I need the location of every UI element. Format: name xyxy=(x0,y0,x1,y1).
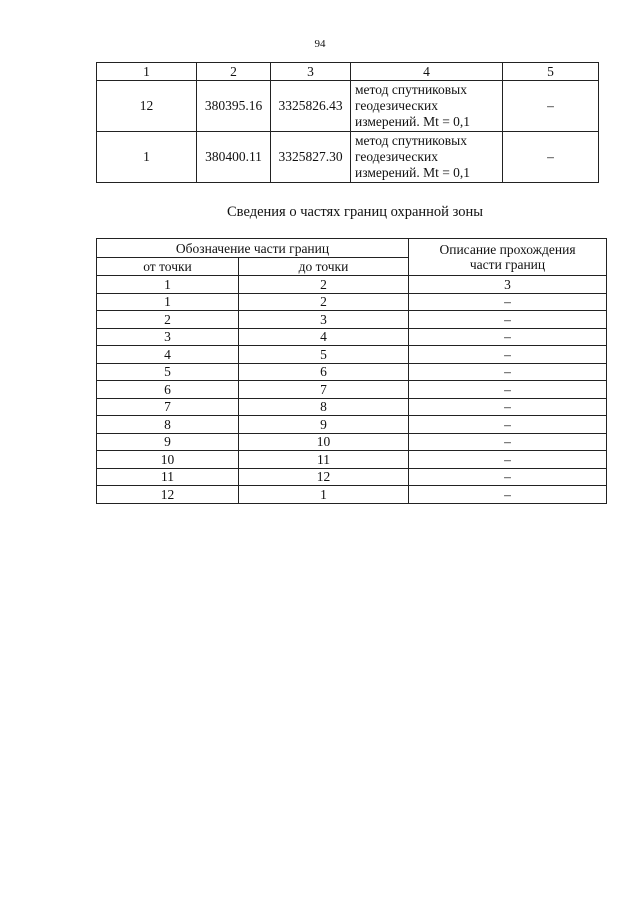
to-point-cell: 8 xyxy=(239,398,409,416)
coordinates-table xyxy=(96,62,599,183)
from-point-cell: 9 xyxy=(97,433,239,451)
table-row xyxy=(97,381,607,399)
to-point-cell: 2 xyxy=(239,293,409,311)
description-cell: – xyxy=(409,381,607,399)
method-line: измерений. Mt = 0,1 xyxy=(355,114,471,129)
method-description xyxy=(351,81,503,132)
description-cell: – xyxy=(409,398,607,416)
header-desc-line: части границ xyxy=(469,257,546,272)
description-cell: – xyxy=(409,486,607,504)
note-cell: – xyxy=(503,132,599,183)
to-point-cell: 12 xyxy=(239,468,409,486)
note-cell: – xyxy=(503,81,599,132)
to-point-cell: 10 xyxy=(239,433,409,451)
from-point-cell: 12 xyxy=(97,486,239,504)
header-cell: 3 xyxy=(271,63,351,81)
column-number: 3 xyxy=(409,276,607,294)
description-cell: – xyxy=(409,416,607,434)
table-row xyxy=(97,363,607,381)
page-number: 94 xyxy=(314,38,326,50)
header-cell: 4 xyxy=(351,63,503,81)
header-cell: 5 xyxy=(503,63,599,81)
from-point-cell: 6 xyxy=(97,381,239,399)
from-point-cell: 8 xyxy=(97,416,239,434)
table-row xyxy=(97,468,607,486)
description-cell: – xyxy=(409,311,607,329)
table-row xyxy=(97,81,599,132)
from-point-cell: 11 xyxy=(97,468,239,486)
method-line: геодезических xyxy=(355,98,438,113)
y-coordinate: 3325827.30 xyxy=(271,132,351,183)
description-cell: – xyxy=(409,363,607,381)
description-cell: – xyxy=(409,468,607,486)
table-row xyxy=(97,416,607,434)
description-cell: – xyxy=(409,293,607,311)
table-row xyxy=(97,311,607,329)
method-line: геодезических xyxy=(355,149,438,164)
header-group-cell: Обозначение части границ xyxy=(97,239,409,258)
from-point-cell: 3 xyxy=(97,328,239,346)
to-point-cell: 3 xyxy=(239,311,409,329)
header-cell: 2 xyxy=(197,63,271,81)
table-row xyxy=(97,293,607,311)
column-number: 1 xyxy=(97,276,239,294)
from-point-cell: 4 xyxy=(97,346,239,364)
method-description xyxy=(351,132,503,183)
boundary-parts-table xyxy=(96,238,607,504)
to-point-cell: 4 xyxy=(239,328,409,346)
section-title: Сведения о частях границ охранной зоны xyxy=(227,204,483,220)
from-point-cell: 2 xyxy=(97,311,239,329)
point-number: 1 xyxy=(97,132,197,183)
to-point-cell: 6 xyxy=(239,363,409,381)
column-number-row xyxy=(97,276,607,294)
point-number: 12 xyxy=(97,81,197,132)
description-cell: – xyxy=(409,328,607,346)
header-cell: 1 xyxy=(97,63,197,81)
method-line: измерений. Mt = 0,1 xyxy=(355,165,471,180)
x-coordinate: 380400.11 xyxy=(197,132,271,183)
parts-body xyxy=(97,293,607,503)
to-point-cell: 11 xyxy=(239,451,409,469)
x-coordinate: 380395.16 xyxy=(197,81,271,132)
column-number: 2 xyxy=(239,276,409,294)
method-line: метод спутниковых xyxy=(355,82,467,97)
header-from-cell: от точки xyxy=(97,258,239,276)
from-point-cell: 7 xyxy=(97,398,239,416)
description-cell: – xyxy=(409,433,607,451)
to-point-cell: 5 xyxy=(239,346,409,364)
table-row xyxy=(97,451,607,469)
to-point-cell: 1 xyxy=(239,486,409,504)
table-row xyxy=(97,132,599,183)
method-line: метод спутниковых xyxy=(355,133,467,148)
from-point-cell: 5 xyxy=(97,363,239,381)
table-row xyxy=(97,346,607,364)
table-row xyxy=(97,328,607,346)
description-cell: – xyxy=(409,451,607,469)
table-row xyxy=(97,486,607,504)
from-point-cell: 10 xyxy=(97,451,239,469)
y-coordinate: 3325826.43 xyxy=(271,81,351,132)
parts-header-row xyxy=(97,239,607,258)
table-row xyxy=(97,398,607,416)
header-to-cell: до точки xyxy=(239,258,409,276)
from-point-cell: 1 xyxy=(97,293,239,311)
to-point-cell: 9 xyxy=(239,416,409,434)
header-desc-line: Описание прохождения xyxy=(439,242,576,257)
to-point-cell: 7 xyxy=(239,381,409,399)
description-cell: – xyxy=(409,346,607,364)
coordinates-header-row xyxy=(97,63,599,81)
table-row xyxy=(97,433,607,451)
header-description-cell xyxy=(409,239,607,276)
